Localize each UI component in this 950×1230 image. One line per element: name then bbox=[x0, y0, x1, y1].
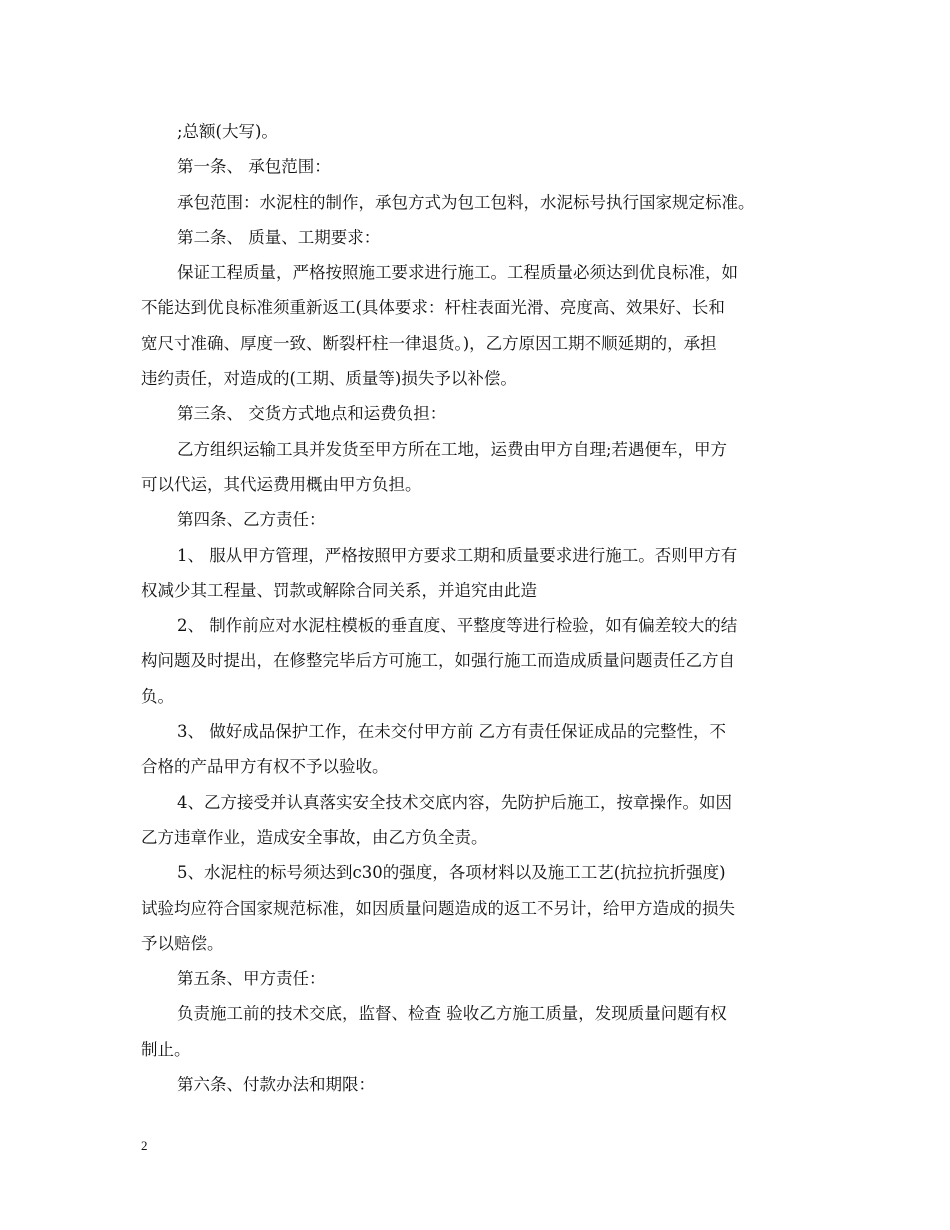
text-line: 负责施工前的技术交底，监督、检查 验收乙方施工质量，发现质量问题有权 bbox=[177, 1004, 727, 1024]
document-body bbox=[141, 114, 831, 1102]
text-line: 第一条、 承包范围： bbox=[177, 157, 331, 177]
page-number: 2 bbox=[141, 1138, 148, 1153]
text-line: 宽尺寸准确、厚度一致、断裂杆柱一律退货。)，乙方原因工期不顺延期的，承担 bbox=[141, 333, 717, 353]
text-line: 构问题及时提出，在修整完毕后方可施工，如强行施工而造成质量问题责任乙方自 bbox=[141, 651, 735, 671]
text-line: 不能达到优良标准须重新返工(具体要求：杆柱表面光滑、亮度高、效果好、长和 bbox=[141, 298, 725, 318]
text-line: 制止。 bbox=[141, 1039, 191, 1059]
text-line: 承包范围：水泥柱的制作，承包方式为包工包料，水泥标号执行国家规定标准。 bbox=[177, 192, 755, 212]
text-line: 第三条、 交货方式地点和运费负担： bbox=[177, 404, 447, 424]
text-line: 2、 制作前应对水泥柱模板的垂直度、平整度等进行检验，如有偏差较大的结 bbox=[177, 616, 738, 636]
text-line: 合格的产品甲方有权不予以验收。 bbox=[141, 757, 389, 777]
text-line: 违约责任，对造成的(工期、质量等)损失予以补偿。 bbox=[141, 369, 517, 389]
text-line: 负。 bbox=[141, 686, 174, 706]
text-line: 第五条、甲方责任： bbox=[177, 969, 326, 989]
text-line: 4、乙方接受并认真落实安全技术交底内容，先防护后施工，按章操作。如因 bbox=[177, 792, 732, 812]
text-line: 乙方违章作业，造成安全事故，由乙方负全责。 bbox=[141, 827, 488, 847]
text-line: 3、 做好成品保护工作，在未交付甲方前 乙方有责任保证成品的完整性，不 bbox=[177, 722, 726, 742]
text-line: 第六条、付款办法和期限： bbox=[177, 1075, 375, 1095]
text-line: 予以赔偿。 bbox=[141, 933, 224, 953]
text-line: 试验均应符合国家规范标准，如因质量问题造成的返工不另计，给甲方造成的损失 bbox=[141, 898, 735, 918]
text-line: ;总额(大写)。 bbox=[177, 122, 278, 141]
text-line: 乙方组织运输工具并发货至甲方所在工地，运费由甲方自理;若遇便车，甲方 bbox=[177, 439, 728, 459]
text-line: 可以代运，其代运费用概由甲方负担。 bbox=[141, 474, 422, 494]
text-line: 第四条、乙方责任： bbox=[177, 510, 326, 530]
text-line: 1、 服从甲方管理，严格按照甲方要求工期和质量要求进行施工。否则甲方有 bbox=[177, 545, 738, 565]
text-line: 权减少其工程量、罚款或解除合同关系，并追究由此造 bbox=[141, 580, 537, 600]
text-line: 第二条、 质量、工期要求： bbox=[177, 227, 381, 247]
text-line: 5、水泥柱的标号须达到c30的强度，各项材料以及施工工艺(抗拉抗折强度) bbox=[177, 863, 726, 883]
text-line: 保证工程质量，严格按照施工要求进行施工。工程质量必须达到优良标准，如 bbox=[177, 263, 738, 283]
